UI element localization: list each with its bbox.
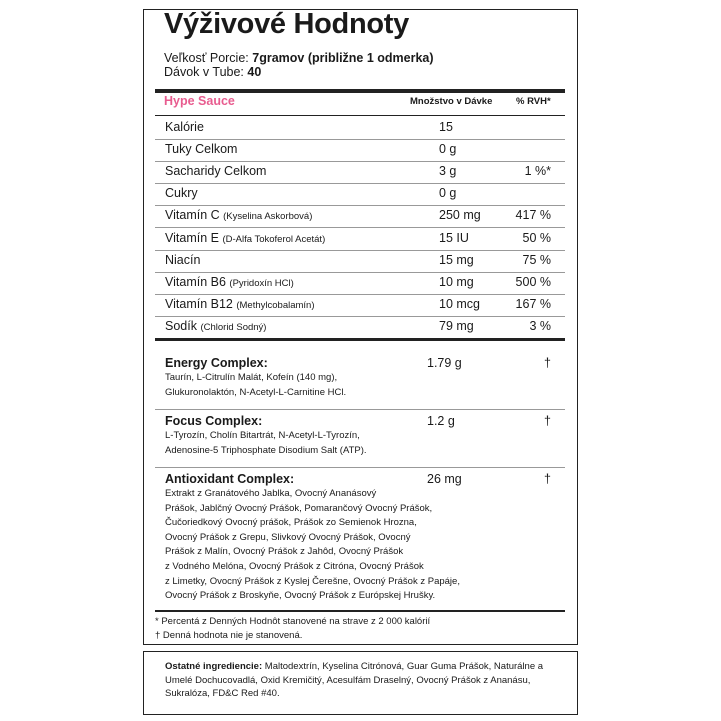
complex-name: Energy Complex: [165, 356, 268, 370]
serving-info [164, 51, 434, 79]
servings-count-label: Dávok v Tube: [164, 65, 244, 79]
complex-name: Antioxidant Complex: [165, 472, 295, 486]
nutrient-name-text: Sodík [165, 318, 197, 333]
complex-ingredients-line: Glukuronolaktón, N-Acetyl-L-Carnitine HCl. [165, 386, 347, 398]
nutrient-daily-value: 3 % [529, 318, 551, 333]
nutrient-source-note: (Kyselina Askorbová) [223, 211, 313, 223]
nutrition-facts-panel [143, 9, 578, 645]
complex-amount: 1.79 g [427, 356, 462, 370]
servings-count-value: 40 [247, 65, 262, 79]
nutrient-name [165, 297, 315, 311]
nutrient-name-text: Vitamín B12 [165, 296, 233, 311]
nutrient-name-text: Vitamín B6 [165, 274, 226, 289]
product-name: Hype Sauce [164, 94, 235, 108]
divider [155, 409, 565, 410]
complex-daily-value: † [544, 472, 551, 486]
nutrient-row [155, 161, 565, 184]
nutrient-name-text: Niacín [165, 252, 201, 267]
nutrient-name-text: Tuky Celkom [165, 142, 238, 157]
nutrient-amount: 15 IU [439, 230, 469, 245]
nutrient-amount: 15 [439, 120, 453, 134]
nutrient-amount: 250 mg [439, 208, 481, 223]
nutrient-daily-value: 417 % [515, 208, 551, 223]
amount-column-header: Množstvo v Dávke [410, 96, 493, 107]
complex-ingredients-line: Extrakt z Granátového Jablka, Ovocný Ananásový [165, 488, 377, 499]
nutrient-daily-value: 75 % [522, 252, 551, 267]
complex-ingredients-line: Prášok z Malín, Ovocný Prášok z Jahôd, Ovocný Prášok [165, 546, 404, 558]
nutrient-amount: 79 mg [439, 318, 474, 333]
serving-size [164, 51, 434, 65]
other-ingredients-label: Ostatné ingrediencie: [165, 661, 263, 672]
complex-ingredients-line: Taurín, L-Citrulín Malát, Kofeín (140 mg), [165, 372, 338, 383]
divider-header [155, 115, 565, 116]
nutrient-name [165, 164, 266, 178]
nutrient-source-note: (Methylcobalamín) [236, 299, 315, 311]
complex-ingredients [165, 487, 525, 604]
nutrient-source-note: (Pyridoxín HCl) [229, 277, 294, 289]
nutrient-amount: 15 mg [439, 252, 474, 267]
nutrient-name [165, 142, 237, 156]
nutrient-row [155, 183, 565, 206]
nutrient-row [155, 272, 565, 295]
nutrient-daily-value: 167 % [515, 296, 551, 311]
nutrient-name-text: Vitamín C [165, 208, 220, 223]
nutrient-name [165, 231, 325, 245]
nutrient-name-text: Kalórie [165, 120, 204, 134]
complex-daily-value: † [544, 414, 551, 428]
nutrient-name-text: Cukry [165, 186, 198, 201]
nutrient-row [155, 316, 565, 341]
complex-ingredients-line: L-Tyrozín, Cholín Bitartrát, N-Acetyl-L-Tyrozín, [165, 430, 360, 441]
complex-ingredients [165, 371, 525, 400]
dv-column-header: % RVH* [516, 96, 551, 107]
footnote: * Percentá z Denných Hodnôt stanovené na strave z 2 000 kalórií [155, 616, 431, 627]
divider [155, 610, 565, 612]
nutrient-name [165, 319, 266, 333]
nutrient-name [165, 275, 294, 289]
nutrient-name [165, 253, 200, 267]
nutrient-row [155, 205, 565, 228]
nutrient-name [165, 208, 312, 222]
nutrient-row [155, 228, 565, 251]
complex-ingredients [165, 429, 525, 458]
complex-daily-value: † [544, 356, 551, 370]
nutrient-amount: 3 g [439, 164, 457, 179]
nutrient-row [155, 117, 565, 140]
nutrient-name-text: Sacharidy Celkom [165, 164, 267, 179]
complex-amount: 26 mg [427, 472, 462, 486]
nutrient-row [155, 139, 565, 162]
complex-ingredients-line: z Limetky, Ovocný Prášok z Kyslej Čerešne, Ovocný Prášok z Papáje, [165, 575, 460, 587]
complex-name: Focus Complex: [165, 414, 263, 428]
nutrient-row [155, 294, 565, 317]
nutrient-name [165, 120, 204, 134]
other-ingredients-box [143, 651, 578, 715]
nutrient-daily-value: 500 % [515, 274, 551, 289]
nutrient-daily-value: 1 %* [524, 164, 551, 179]
nutrient-source-note: (D-Alfa Tokoferol Acetát) [222, 233, 326, 245]
complex-ingredients-line: z Vodného Melóna, Ovocný Prášok z Citróna, Ovocný Prášok [165, 560, 424, 572]
nutrient-amount: 10 mg [439, 274, 474, 289]
nutrient-daily-value: 50 % [522, 230, 551, 245]
page-title: Výživové Hodnoty [164, 8, 409, 40]
serving-size-value: 7gramov (približne 1 odmerka) [252, 51, 434, 65]
complex-ingredients-line: Ovocný Prášok z Grepu, Slivkový Ovocný Prášok, Ovocný [165, 531, 411, 543]
other-ingredients [165, 660, 565, 701]
divider-thick [155, 89, 565, 93]
nutrient-name [165, 186, 198, 200]
complex-ingredients-line: Adenosine-5 Triphosphate Disodium Salt (ATP). [165, 444, 367, 456]
divider [155, 467, 565, 468]
nutrient-row [155, 250, 565, 273]
complex-ingredients-line: Prášok, Jablčný Ovocný Prášok, Pomarančový Ovocný Prášok, [165, 502, 433, 514]
complex-amount: 1.2 g [427, 414, 455, 428]
other-ingredients-text: Maltodextrín, Kyselina Citrónová, Guar Guma Prášok, Naturálne a Umelé Dochucovadlá, Oxid Kremičitý, Acesulfám Draselný, Ovocný Prášok z Ananásu, Sukralóza, FD&C Red #40. [165, 661, 544, 699]
footnote: † Denná hodnota nie je stanovená. [155, 630, 303, 641]
complex-ingredients-line: Ovocný Prášok z Broskyňe, Ovocný Prášok z Európskej Hrušky. [165, 590, 436, 602]
complex-ingredients-line: Čučoriedkový Ovocný prášok, Prášok zo Semienok Hrozna, [165, 517, 417, 529]
nutrient-amount: 0 g [439, 186, 457, 201]
nutrient-amount: 0 g [439, 142, 457, 157]
nutrient-source-note: (Chlorid Sodný) [200, 321, 267, 333]
servings-per-container [164, 65, 434, 79]
serving-size-label: Veľkosť Porcie: [164, 51, 249, 65]
nutrient-amount: 10 mcg [439, 296, 480, 311]
nutrient-name-text: Vitamín E [165, 230, 219, 245]
